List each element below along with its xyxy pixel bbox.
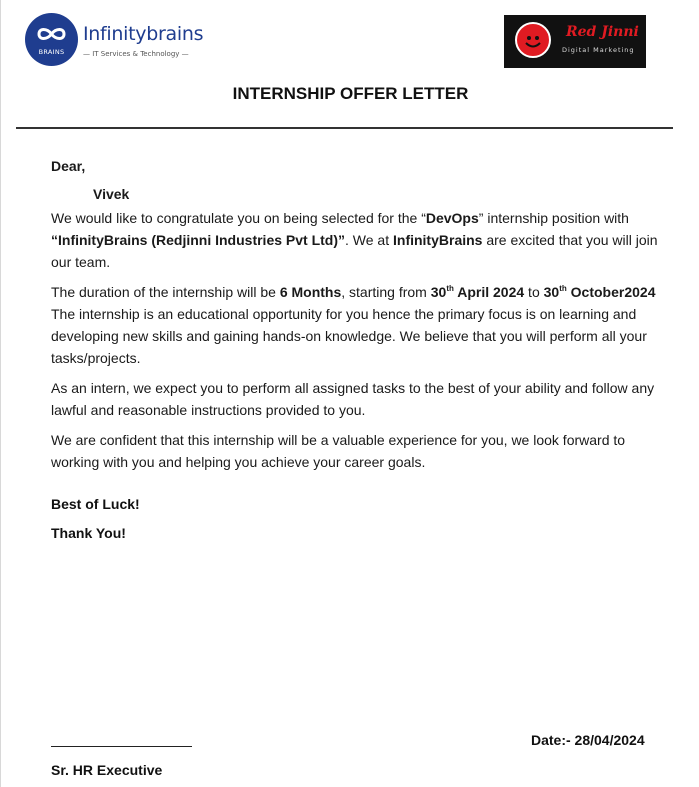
paragraph-expectations: As an intern, we expect you to perform all assigned tasks to the best of your ability and follow any lawful and reasonable instructions provided to you. — [51, 380, 655, 418]
company-name: “InfinityBrains (Redjinni Industries Pvt Ltd)” — [51, 232, 346, 248]
closing-best-of-luck: Best of Luck! — [51, 496, 140, 512]
letter-title: INTERNSHIP OFFER LETTER — [232, 84, 469, 103]
redjinni-subtitle: Digital Marketing — [562, 46, 635, 54]
duration: 6 Months — [279, 284, 342, 300]
smiley-icon — [521, 29, 545, 53]
infinitybrains-tagline: — IT Services & Technology — — [83, 50, 189, 58]
paragraph-confidence: We are confident that this internship will be a valuable experience for you, we look forward to working with you and helping you achieve your career goals. — [51, 432, 626, 470]
infinity-icon — [34, 25, 69, 43]
signature-line — [51, 746, 192, 747]
redjinni-emblem — [515, 22, 551, 58]
end-date: 30th October2024 — [543, 284, 656, 300]
infinitybrains-badge — [25, 13, 78, 66]
greeting: Dear, — [51, 158, 86, 174]
infinitybrains-logo — [25, 13, 204, 69]
redjinni-name: Red Jinni — [566, 24, 639, 40]
closing-thank-you: Thank You! — [51, 525, 126, 541]
redjinni-logo — [504, 15, 646, 68]
start-date: 30th April 2024 — [430, 284, 525, 300]
letter-body — [51, 155, 676, 481]
signatory-title: Sr. HR Executive — [51, 762, 163, 778]
role-name: DevOps — [425, 210, 479, 226]
brand-name: InfinityBrains — [393, 232, 483, 248]
paragraph-congratulations: We would like to congratulate you on being selected for the “DevOps” internship position with “InfinityBrains (Redjinni Industries Pvt Ltd)”. We at InfinityBrains are excited that you will join our team. — [51, 210, 658, 270]
infinitybrains-name: Infinitybrains — [83, 23, 204, 45]
letter-date: Date:- 28/04/2024 — [531, 732, 645, 748]
paragraph-duration: The duration of the internship will be 6 Months, starting from 30th April 2024 to 30th October2024 The internship is an educational opportunity for you hence the primary focus is on learning and developing new skills and gaining hands-on knowledge. We believe that you will perform all your tasks/projects. — [51, 284, 656, 366]
recipient-name: Vivek — [93, 186, 130, 202]
header-divider — [16, 127, 673, 129]
infinitybrains-badge-text: BRAINS — [38, 48, 65, 56]
